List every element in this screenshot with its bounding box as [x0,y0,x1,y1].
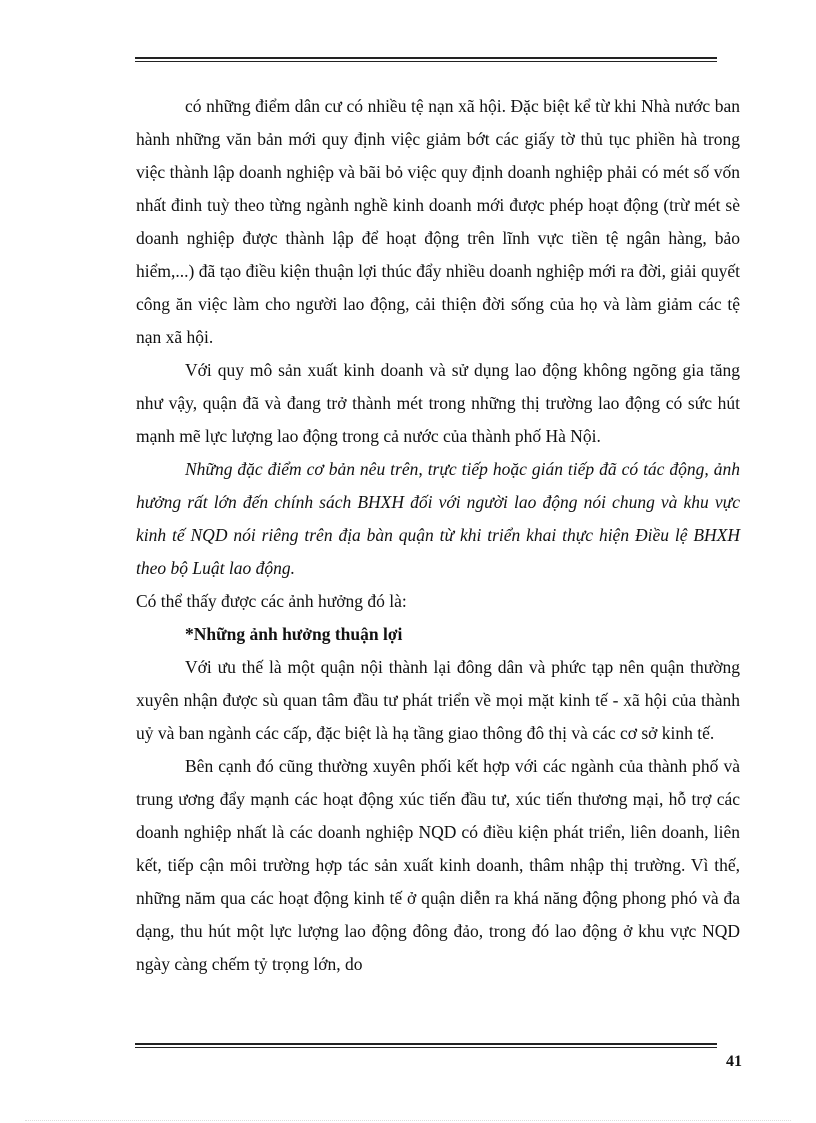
paragraph-4: Có thể thấy được các ảnh hưởng đó là: [136,591,407,611]
paragraph-5: Với ưu thế là một quận nội thành lại đông dân và phức tạp nên quận thường xuyên nhận được sù quan tâm đầu tư phát triển về mọi mặt kinh tế - xã hội của thành uỷ và ban ngành các cấp, đặc biệt là hạ tầng giao thông đô thị và các cơ sở kinh tế. [136,657,740,743]
page-bottom-border [25,1120,791,1121]
paragraph-1: có những điểm dân cư có nhiều tệ nạn xã hội. Đặc biệt kể từ khi Nhà nước ban hành những văn bản mới quy định việc giảm bớt các giấy tờ thủ tục phiền hà trong việc thành lập doanh nghiệp và bãi bỏ việc quy định doanh nghiệp phải có mét số vốn nhất đinh tuỳ theo từng ngành nghề kinh doanh mới được phép hoạt động (trừ mét sè doanh nghiệp được thành lập để hoạt động trên lĩnh vực tiền tệ ngân hàng, bảo hiểm,...) đã tạo điều kiện thuận lợi thúc đẩy nhiều doanh nghiệp mới ra đời, giải quyết công ăn việc làm cho người lao động, cải thiện đời sống của họ và làm giảm các tệ nạn xã hội. [136,96,740,347]
page-number: 41 [726,1053,742,1070]
footer-rule [135,1043,717,1047]
header-rule [135,57,717,61]
document-body [136,90,740,981]
paragraph-2: Với quy mô sản xuất kinh doanh và sử dụng lao động không ngõng gia tăng như vậy, quận đã và đang trở thành mét trong những thị trường lao động có sức hút mạnh mẽ lực lượng lao động trong cả nước của thành phố Hà Nội. [136,360,740,446]
paragraph-3: Những đặc điểm cơ bản nêu trên, trực tiếp hoặc gián tiếp đã có tác động, ảnh hưởng rất lớn đến chính sách BHXH đối với người lao động nói chung và khu vực kinh tế NQD nói riêng trên địa bàn quận từ khi triển khai thực hiện Điều lệ BHXH theo bộ Luật lao động. [136,459,740,578]
paragraph-6: Bên cạnh đó cũng thường xuyên phối kết hợp với các ngành của thành phố và trung ương đẩy mạnh các hoạt động xúc tiến đầu tư, xúc tiến thương mại, hỗ trợ các doanh nghiệp nhất là các doanh nghiệp NQD có điều kiện phát triển, liên doanh, liên kết, tiếp cận môi trường hợp tác sản xuất kinh doanh, thâm nhập thị trường. Vì thế, những năm qua các hoạt động kinh tế ở quận diễn ra khá năng động phong phó và đa dạng, thu hút một lực lượng lao động đông đảo, trong đó lao động ở khu vực NQD ngày càng chếm tỷ trọng lớn, do [136,756,740,974]
section-heading: *Những ảnh hưởng thuận lợi [185,624,403,644]
